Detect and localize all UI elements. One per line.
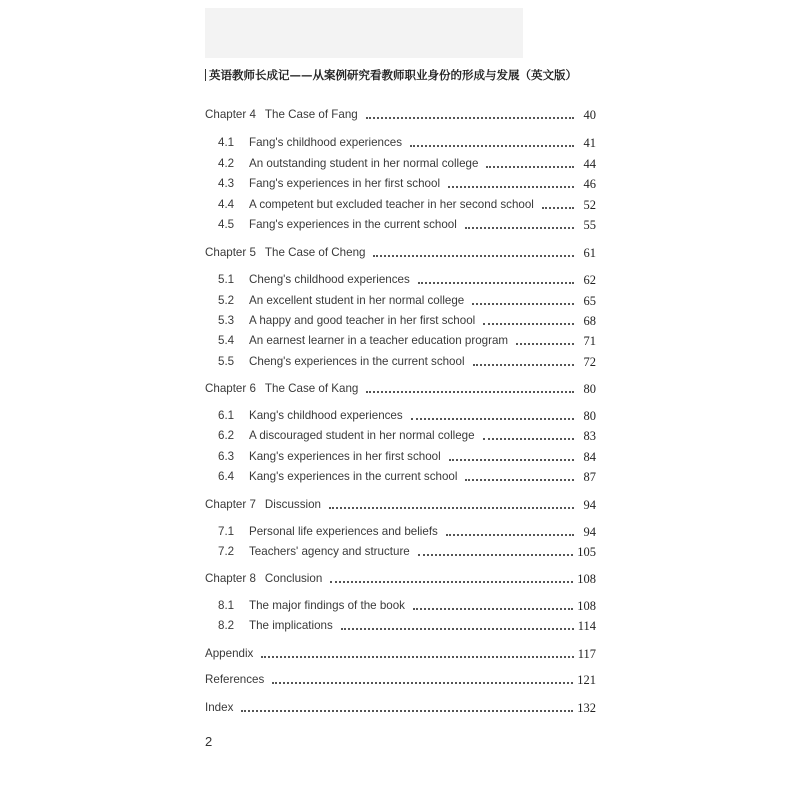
page-ref: 55 — [583, 218, 596, 232]
toc-section-entry — [218, 405, 596, 423]
toc-section-entry — [218, 132, 596, 150]
entry-title: The Case of Fang — [264, 108, 358, 121]
section-number: 7.2 — [218, 545, 235, 558]
section-number: 8.1 — [218, 599, 235, 612]
toc-chapter-entry — [205, 643, 596, 661]
page-ref: 87 — [583, 470, 596, 484]
page-ref: 132 — [577, 701, 596, 715]
page-ref: 71 — [583, 334, 596, 348]
entry-title: An outstanding student in her normal college — [249, 157, 479, 170]
chapter-label: Chapter 7 — [205, 498, 256, 511]
toc-chapter-entry — [205, 104, 596, 122]
toc-section-entry — [218, 615, 596, 633]
toc-section-entry — [218, 446, 596, 464]
toc-section-entry — [218, 214, 596, 232]
dot-leader — [330, 581, 573, 583]
page-ref: 46 — [583, 177, 596, 191]
section-number: 4.2 — [218, 157, 235, 170]
entry-title: References — [205, 673, 265, 686]
page-ref: 108 — [577, 572, 596, 586]
toc-section-entry — [218, 153, 596, 171]
dot-leader — [261, 656, 573, 658]
entry-title: Discussion — [264, 498, 321, 511]
page-ref: 41 — [583, 136, 596, 150]
toc-section-entry — [218, 521, 596, 539]
dot-leader — [373, 255, 574, 257]
dot-leader — [465, 227, 574, 229]
entry-title: Teachers' agency and structure — [249, 545, 410, 558]
toc-chapter-entry — [205, 568, 596, 586]
toc-section-entry — [218, 310, 596, 328]
page-ref: 61 — [583, 246, 596, 260]
entry-title: Fang's childhood experiences — [249, 136, 403, 149]
dot-leader — [483, 323, 574, 325]
page-ref: 117 — [577, 647, 596, 661]
toc-section-entry — [218, 269, 596, 287]
toc-chapter-entry — [205, 697, 596, 715]
dot-leader — [366, 391, 574, 393]
toc-section-entry — [218, 330, 596, 348]
entry-title: An excellent student in her normal college — [249, 294, 465, 307]
section-number: 5.1 — [218, 273, 235, 286]
entry-title: Fang's experiences in the current school — [249, 218, 457, 231]
page-ref: 108 — [577, 599, 596, 613]
entry-title: Personal life experiences and beliefs — [249, 525, 438, 538]
page-ref: 72 — [583, 355, 596, 369]
dot-leader — [366, 117, 574, 119]
entry-title: The major findings of the book — [249, 599, 405, 612]
chapter-label: Chapter 6 — [205, 382, 256, 395]
dot-leader — [241, 710, 573, 712]
section-number: 6.3 — [218, 450, 235, 463]
dot-leader — [449, 459, 574, 461]
entry-title: Conclusion — [264, 572, 323, 585]
entry-title: A happy and good teacher in her first school — [249, 314, 476, 327]
toc-section-entry — [218, 466, 596, 484]
section-number: 5.2 — [218, 294, 235, 307]
entry-title: Fang's experiences in her first school — [249, 177, 441, 190]
dot-leader — [473, 364, 574, 366]
entry-title: The Case of Kang — [264, 382, 359, 395]
entry-title: Kang's experiences in the current school — [249, 470, 458, 483]
section-number: 5.4 — [218, 334, 235, 347]
page-ref: 94 — [583, 525, 596, 539]
entry-title: The Case of Cheng — [264, 246, 366, 259]
entry-title: Cheng's childhood experiences — [249, 273, 410, 286]
dot-leader — [341, 628, 574, 630]
section-number: 5.5 — [218, 355, 235, 368]
section-number: 4.5 — [218, 218, 235, 231]
entry-title: Appendix — [205, 647, 254, 660]
dot-leader — [410, 145, 574, 147]
toc-chapter-entry — [205, 242, 596, 260]
dot-leader — [272, 682, 573, 684]
toc-section-entry — [218, 351, 596, 369]
dot-leader — [411, 418, 574, 420]
toc-chapter-entry — [205, 494, 596, 512]
page-ref: 65 — [583, 294, 596, 308]
page-ref: 84 — [583, 450, 596, 464]
section-number: 6.4 — [218, 470, 235, 483]
entry-title: An earnest learner in a teacher education program — [249, 334, 509, 347]
page-ref: 114 — [577, 619, 596, 633]
section-number: 4.3 — [218, 177, 235, 190]
dot-leader — [418, 282, 574, 284]
toc-section-entry — [218, 194, 596, 212]
page-ref: 105 — [577, 545, 596, 559]
dot-leader — [413, 608, 573, 610]
section-number: 5.3 — [218, 314, 235, 327]
entry-title: A competent but excluded teacher in her second school — [249, 198, 534, 211]
dot-leader — [329, 507, 574, 509]
dot-leader — [448, 186, 574, 188]
toc-chapter-entry — [205, 378, 596, 396]
section-number: 4.4 — [218, 198, 235, 211]
page-ref: 80 — [583, 409, 596, 423]
running-title: 英语教师长成记——从案例研究看教师职业身份的形成与发展（英文版） — [209, 68, 577, 82]
toc-section-entry — [218, 425, 596, 443]
page-number: 2 — [205, 734, 213, 749]
page-ref: 68 — [583, 314, 596, 328]
section-number: 4.1 — [218, 136, 235, 149]
page-ref: 83 — [583, 429, 596, 443]
dot-leader — [486, 166, 574, 168]
section-number: 6.2 — [218, 429, 235, 442]
page-ref: 62 — [583, 273, 596, 287]
page-ref: 80 — [583, 382, 596, 396]
dot-leader — [418, 554, 574, 556]
toc-chapter-entry — [205, 669, 596, 687]
entry-title: Kang's experiences in her first school — [249, 450, 441, 463]
page-ref: 44 — [583, 157, 596, 171]
dot-leader — [446, 534, 574, 536]
page-ref: 94 — [583, 498, 596, 512]
page-ref: 52 — [583, 198, 596, 212]
dot-leader — [465, 479, 574, 481]
toc-section-entry — [218, 541, 596, 559]
entry-title: A discouraged student in her normal college — [249, 429, 475, 442]
section-number: 7.1 — [218, 525, 235, 538]
toc-section-entry — [218, 173, 596, 191]
chapter-label: Chapter 4 — [205, 108, 256, 121]
section-number: 6.1 — [218, 409, 235, 422]
toc-section-entry — [218, 290, 596, 308]
toc-section-entry — [218, 595, 596, 613]
dot-leader — [542, 207, 574, 209]
section-number: 8.2 — [218, 619, 235, 632]
dot-leader — [516, 343, 574, 345]
dot-leader — [472, 303, 574, 305]
page-ref: 40 — [583, 108, 596, 122]
chapter-label: Chapter 5 — [205, 246, 256, 259]
entry-title: Cheng's experiences in the current school — [249, 355, 465, 368]
entry-title: Index — [205, 701, 234, 714]
dot-leader — [483, 438, 574, 440]
chapter-label: Chapter 8 — [205, 572, 256, 585]
page-ref: 121 — [577, 673, 596, 687]
entry-title: The implications — [249, 619, 333, 632]
entry-title: Kang's childhood experiences — [249, 409, 403, 422]
